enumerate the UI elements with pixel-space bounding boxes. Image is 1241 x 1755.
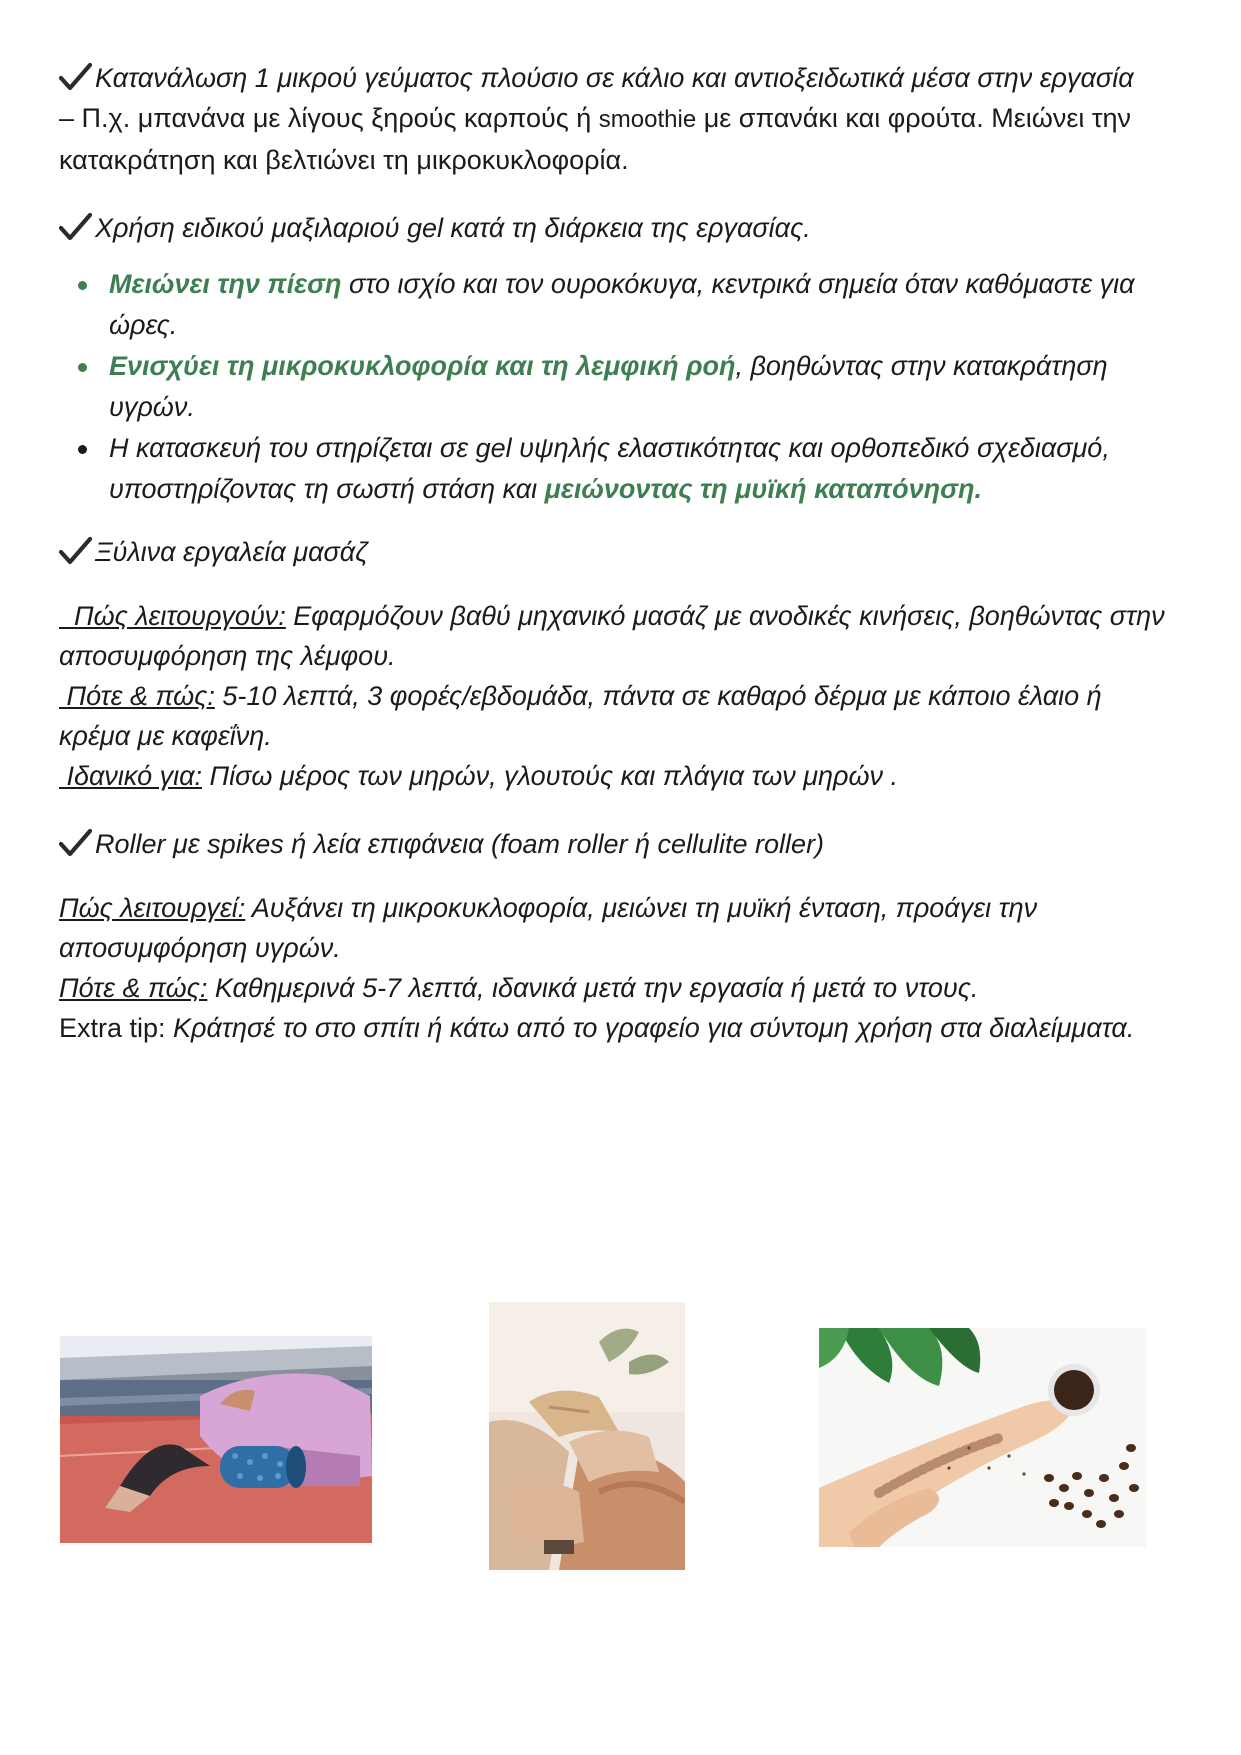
list-item: Μειώνει την πίεση στο ισχίο και τον ουροκόκυγα, κεντρικά σημεία όταν καθόμαστε για ώρες. <box>59 264 1179 346</box>
bullet-dot-icon <box>78 363 87 372</box>
section4-tip: Extra tip: Κράτησέ το στο σπίτι ή κάτω από το γραφείο για σύντομη χρήση στα διαλείμματα. <box>59 1013 1135 1043</box>
section3-ideal: Ιδανικό για: Πίσω μέρος των μηρών, γλουτούς και πλάγια των μηρών . <box>59 761 899 791</box>
foam-roller-photo <box>60 1336 372 1543</box>
section3-when: Πότε & πώς: 5-10 λεπτά, 3 φορές/εβδομάδα, πάντα σε καθαρό δέρμα με κάποιο έλαιο ή κρέμα με καφεΐνη. <box>59 681 1102 751</box>
checkmark-icon <box>59 828 93 858</box>
section4-how: Πώς λειτουργεί: Αυξάνει τη μικροκυκλοφορία, μειώνει τη μυϊκή ένταση, προάγει την αποσυμφόρηση υγρών. <box>59 893 1038 963</box>
bullet-dot-icon <box>78 445 87 454</box>
document-page <box>59 58 1179 1048</box>
section1-title: Κατανάλωση 1 μικρού γεύματος πλούσιο σε κάλιο και αντιοξειδωτικά μέσα στην εργασία <box>59 58 1179 98</box>
section4-title: Roller με spikes ή λεία επιφάνεια (foam roller ή cellulite roller) <box>59 824 1179 864</box>
benefits-list <box>59 264 1179 510</box>
checkmark-icon <box>59 536 93 566</box>
section1-detail: – Π.χ. μπανάνα με λίγους ξηρούς καρπούς ή smoothie με σπανάκι και φρούτα. Μειώνει την κατακράτηση και βελτιώνει τη μικροκυκλοφορία. <box>59 103 1132 175</box>
list-item: Ενισχύει τη μικροκυκλοφορία και τη λεμφική ροή, βοηθώντας στην κατακράτηση υγρών. <box>59 346 1179 428</box>
section4-when: Πότε & πώς: Καθημερινά 5-7 λεπτά, ιδανικά μετά την εργασία ή μετά το ντους. <box>59 973 979 1003</box>
wooden-massage-tool-photo <box>489 1302 685 1570</box>
bullet-dot-icon <box>78 281 87 290</box>
coffee-scrub-photo <box>819 1328 1146 1547</box>
section3-how: Πώς λειτουργούν: Εφαρμόζουν βαθύ μηχανικό μασάζ με ανοδικές κινήσεις, βοηθώντας στην αποσυμφόρηση της λέμφου. <box>59 601 1165 671</box>
checkmark-icon <box>59 212 93 242</box>
list-item: Η κατασκευή του στηρίζεται σε gel υψηλής ελαστικότητας και ορθοπεδικό σχεδιασμό, υποστηρίζοντας τη σωστή στάση και μειώνοντας τη μυϊκή καταπόνηση. <box>59 428 1179 510</box>
section2-title: Χρήση ειδικού μαξιλαριού gel κατά τη διάρκεια της εργασίας. <box>59 208 1179 248</box>
checkmark-icon <box>59 62 93 92</box>
section3-title: Ξύλινα εργαλεία μασάζ <box>59 532 1179 572</box>
